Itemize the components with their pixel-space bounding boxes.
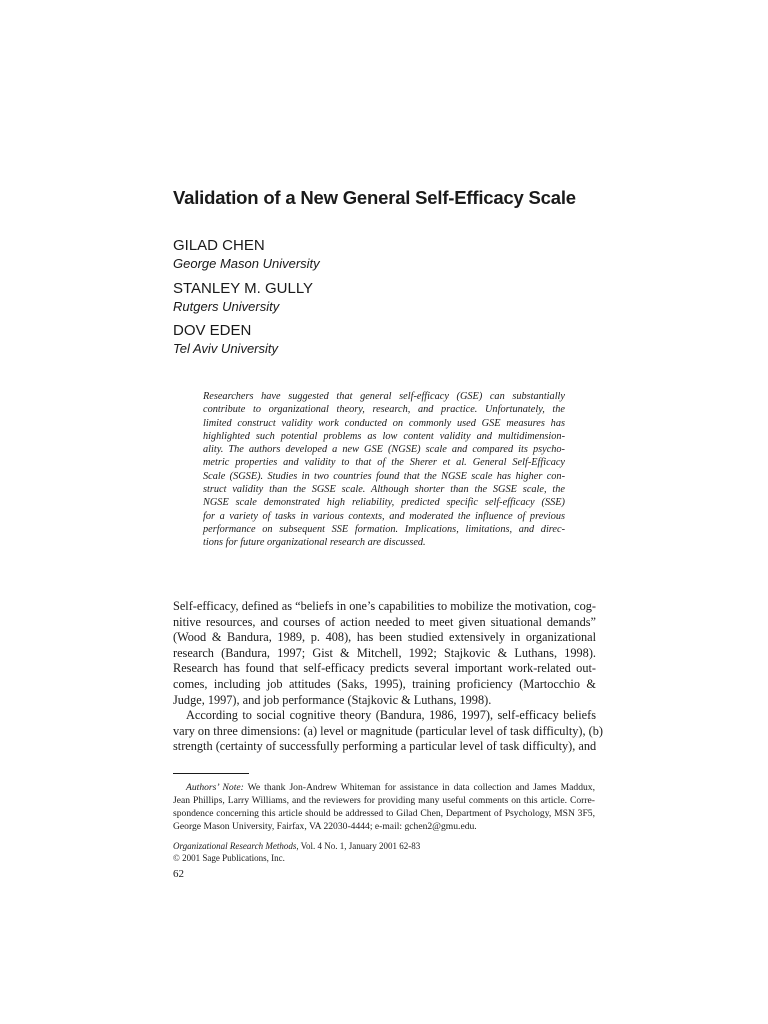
footnote-divider xyxy=(173,773,249,774)
footnote-line: spondence concerning this article should be addressed to Gilad Chen, Department of Psychology, MSN 3F5, xyxy=(173,808,595,819)
abstract-line: performance on subsequent SSE formation. Implications, limitations, and direc- xyxy=(203,523,565,535)
footnote-text: We thank Jon-Andrew Whiteman for assistance in data collection and James Maddux, xyxy=(243,782,595,793)
author-name: STANLEY M. GULLY xyxy=(173,280,314,297)
abstract-line: ality. The authors developed a new GSE (NGSE) scale and compared its psycho- xyxy=(203,444,565,456)
footnote-line xyxy=(173,781,595,794)
body-line: Judge, 1997), and job performance (Stajkovic & Luthans, 1998). xyxy=(173,692,492,707)
author-affiliation: Tel Aviv University xyxy=(173,341,278,356)
author-name: GILAD CHEN xyxy=(173,237,265,254)
body-line: Self-efficacy, defined as “beliefs in one’s capabilities to mobilize the motivation, cog- xyxy=(173,599,596,613)
author-affiliation: Rutgers University xyxy=(173,299,280,314)
footnote-line: George Mason University, Fairfax, VA 22030-4444; e-mail: gchen2@gmu.edu. xyxy=(173,821,477,832)
journal-citation xyxy=(173,840,420,864)
body-line: strength (certainty of successfully performing a particular level of task difficulty), and xyxy=(173,739,597,754)
abstract-line: Researchers have suggested that general self-efficacy (GSE) can substantially xyxy=(203,391,565,402)
footnote-label: Authors’ Note: xyxy=(186,782,244,793)
abstract-line: metric properties and validity to that of the Sherer et al. General Self-Efficacy xyxy=(203,457,565,469)
abstract-line: highlighted such potential problems as low content validity and multidimension- xyxy=(203,430,565,442)
body-text xyxy=(173,599,604,755)
paper-title: Validation of a New General Self-Efficacy Scale xyxy=(173,187,576,208)
journal-volume: , Vol. 4 No. 1, January 2001 62-83 xyxy=(296,841,421,851)
abstract xyxy=(203,390,565,550)
body-line: comes, including job attitudes (Saks, 1995), training proficiency (Martocchio & xyxy=(173,676,596,691)
abstract-line: tions for future organizational research are discussed. xyxy=(203,537,426,549)
abstract-line: contribute to organizational theory, research, and practice. Unfortunately, the xyxy=(203,404,565,416)
authors-note xyxy=(173,781,595,833)
author-block xyxy=(173,322,278,357)
footnote-line: Jean Phillips, Larry Williams, and the reviewers for providing many useful comments on this article. Corre- xyxy=(173,795,595,806)
body-line: Research has found that self-efficacy predicts several important work-related out- xyxy=(173,661,596,676)
body-line: According to social cognitive theory (Bandura, 1986, 1997), self-efficacy beliefs xyxy=(186,708,596,723)
body-line: research (Bandura, 1997; Gist & Mitchell, 1992; Stajkovic & Luthans, 1998). xyxy=(173,645,596,660)
abstract-line: struct validity than the SGSE scale. Although shorter than the SGSE scale, the xyxy=(203,484,565,496)
abstract-line: NGSE scale demonstrated high reliability, predicted specific self-efficacy (SSE) xyxy=(203,497,565,509)
body-line: nitive resources, and courses of action needed to meet given situational demands” xyxy=(173,614,596,629)
body-line: vary on three dimensions: (a) level or magnitude (particular level of task difficulty), (b) xyxy=(173,723,604,738)
author-affiliation: George Mason University xyxy=(173,256,320,271)
page-number: 62 xyxy=(173,868,184,880)
journal-name: Organizational Research Methods xyxy=(173,841,297,851)
author-block xyxy=(173,280,313,315)
copyright-line: © 2001 Sage Publications, Inc. xyxy=(173,853,285,863)
abstract-line: Scale (SGSE). Studies in two countries found that the NGSE scale has higher con- xyxy=(203,470,565,482)
author-name: DOV EDEN xyxy=(173,322,252,339)
body-line: (Wood & Bandura, 1989, p. 408), has been studied extensively in organizational xyxy=(173,630,596,645)
journal-line xyxy=(173,840,420,852)
abstract-line: limited construct validity work conducted on commonly used GSE measures has xyxy=(203,417,565,429)
abstract-line: for a variety of tasks in various contexts, and moderated the influence of previous xyxy=(203,510,565,522)
author-block xyxy=(173,237,320,272)
